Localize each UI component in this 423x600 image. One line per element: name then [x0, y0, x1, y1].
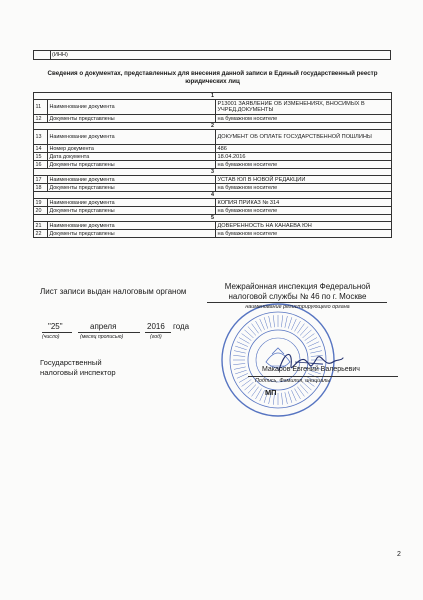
date-day: "25" [48, 322, 63, 331]
group-header-row [34, 93, 392, 100]
group-number: 3 [34, 169, 392, 176]
field-value: ДОВЕРЕННОСТЬ НА КАНАЕВА ЮН [216, 222, 392, 230]
stamp-tick [288, 391, 292, 402]
field-name: Наименование документа [48, 130, 216, 145]
signature-caption: Подпись, Фамилия, инициалы [255, 378, 331, 384]
year-underline [145, 332, 171, 333]
field-value: на бумажном носителе [216, 230, 392, 238]
row-number: 17 [34, 176, 48, 184]
field-value: 18.04.2016 [216, 153, 392, 161]
field-name: Документы представлены [48, 161, 216, 169]
field-name: Наименование документа [48, 100, 216, 115]
field-value: 486 [216, 145, 392, 153]
stamp-tick [237, 373, 248, 378]
authority-line-2: налоговой службы № 46 по г. Москве [228, 291, 367, 301]
authority-underline [207, 302, 387, 303]
stamp-tick [269, 316, 272, 328]
stamp-tick [235, 370, 246, 374]
table-row [34, 115, 392, 123]
stamp-tick [264, 317, 268, 328]
inspector-title-line-1: Государственный [40, 358, 102, 367]
inn-label: (ИНН) [51, 51, 391, 60]
stamp-tick [237, 342, 248, 347]
field-value: Р13001 ЗАЯВЛЕНИЕ ОБ ИЗМЕНЕНИЯХ, ВНОСИМЫХ В УЧРЕД.ДОКУМЕНТЫ [216, 100, 392, 115]
stamp-tick [285, 392, 288, 404]
page-number: 2 [397, 551, 401, 558]
group-header-row [34, 192, 392, 199]
group-number: 2 [34, 123, 392, 130]
row-number: 15 [34, 153, 48, 161]
stamp-tick [260, 319, 265, 330]
seal-place-label: МП [265, 388, 277, 397]
field-name: Дата документа [48, 153, 216, 161]
table-row [34, 199, 392, 207]
authority-line-1: Межрайонная инспекция Федеральной [224, 282, 371, 291]
stamp-tick [234, 367, 246, 370]
field-value: на бумажном носителе [216, 161, 392, 169]
stamp-tick [234, 351, 246, 354]
month-caption: (месяц прописью) [80, 334, 124, 340]
table-row [34, 161, 392, 169]
stamp-tick [291, 390, 296, 401]
row-number: 14 [34, 145, 48, 153]
registering-authority [205, 282, 390, 301]
authority-caption: наименование регистрирующего органа [245, 304, 350, 310]
table-row [34, 207, 392, 215]
group-number: 5 [34, 215, 392, 222]
year-caption: (год) [150, 334, 162, 340]
stamp-tick [281, 393, 282, 405]
stamp-tick [285, 316, 288, 328]
issued-by-label: Лист записи выдан налоговым органом [40, 287, 187, 296]
date-month: апреля [90, 322, 117, 331]
stamp-tick [260, 390, 265, 401]
day-caption: (число) [42, 334, 60, 340]
date-year: 2016 [147, 322, 165, 331]
signature-underline [248, 376, 398, 377]
stamp-tick [273, 315, 274, 327]
stamp-tick [233, 363, 245, 364]
field-value: КОПИЯ ПРИКАЗ № 314 [216, 199, 392, 207]
row-number: 22 [34, 230, 48, 238]
field-name: Номер документа [48, 145, 216, 153]
field-value: на бумажном носителе [216, 115, 392, 123]
table-row [34, 100, 392, 115]
group-header-row [34, 169, 392, 176]
inspector-name: Макаров Евгений Валерьевич [262, 366, 360, 373]
field-name: Документы представлены [48, 230, 216, 238]
table-row [34, 153, 392, 161]
inn-number-cell [34, 51, 51, 60]
row-number: 19 [34, 199, 48, 207]
field-name: Наименование документа [48, 222, 216, 230]
field-name: Наименование документа [48, 176, 216, 184]
table-row [34, 184, 392, 192]
group-header-row [34, 215, 392, 222]
row-number: 18 [34, 184, 48, 192]
row-number: 12 [34, 115, 48, 123]
stamp-tick [288, 317, 292, 328]
table-row [34, 130, 392, 145]
group-header-row [34, 123, 392, 130]
field-value: ДОКУМЕНТ ОБ ОПЛАТЕ ГОСУДАРСТВЕННОЙ ПОШЛИНЫ [216, 130, 392, 145]
section-title: Сведения о документах, представленных для внесения данной записи в Единый государственный реестр юридических лиц [47, 70, 378, 85]
inspector-title [40, 358, 116, 378]
month-underline [78, 332, 140, 333]
row-number: 21 [34, 222, 48, 230]
date-year-suffix: года [173, 322, 190, 331]
row-number: 20 [34, 207, 48, 215]
group-number: 4 [34, 192, 392, 199]
group-number: 1 [34, 93, 392, 100]
table-row [34, 222, 392, 230]
field-name: Наименование документа [48, 199, 216, 207]
table-row [34, 145, 392, 153]
field-value: на бумажном носителе [216, 207, 392, 215]
table-row [34, 230, 392, 238]
stamp-tick [281, 315, 282, 327]
stamp-tick [233, 355, 245, 356]
stamp-tick [235, 346, 246, 350]
inspector-title-line-2: налоговый инспектор [40, 368, 116, 377]
field-name: Документы представлены [48, 115, 216, 123]
field-name: Документы представлены [48, 207, 216, 215]
field-name: Документы представлены [48, 184, 216, 192]
row-number: 11 [34, 100, 48, 115]
inn-row-table [33, 50, 391, 60]
field-value: на бумажном носителе [216, 184, 392, 192]
documents-table [33, 92, 392, 238]
row-number: 16 [34, 161, 48, 169]
stamp-tick [291, 319, 296, 330]
row-number: 13 [34, 130, 48, 145]
table-row [34, 176, 392, 184]
day-underline [42, 332, 72, 333]
field-value: УСТАВ ЮЛ В НОВОЙ РЕДАКЦИИ [216, 176, 392, 184]
